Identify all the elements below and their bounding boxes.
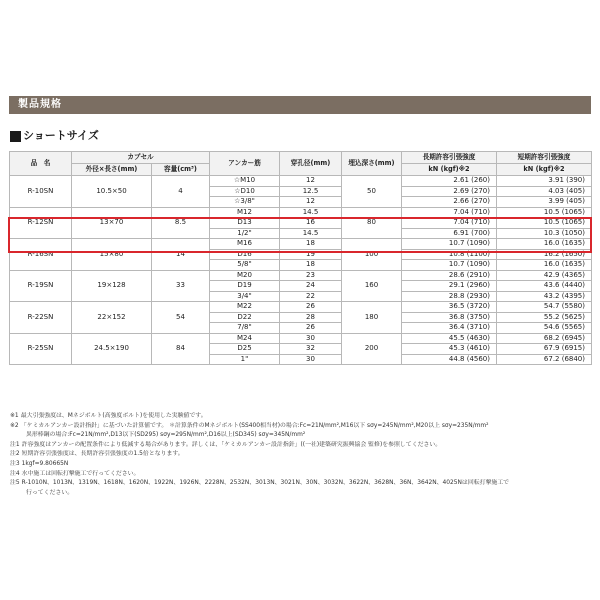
cell-short-term: 10.5 (1065) bbox=[497, 207, 592, 218]
cell-anchor: ☆3/8" bbox=[210, 197, 280, 208]
cell-short-term: 3.99 (405) bbox=[497, 197, 592, 208]
cell-hole: 26 bbox=[280, 323, 342, 334]
header-capsule: カプセル bbox=[72, 152, 210, 164]
note-mark: 注4 bbox=[10, 470, 20, 477]
cell-model: R-19SN bbox=[10, 270, 72, 302]
cell-size: 15×80 bbox=[72, 239, 152, 271]
notes bbox=[10, 412, 590, 498]
cell-short-term: 43.6 (4440) bbox=[497, 281, 592, 292]
cell-anchor: 1" bbox=[210, 354, 280, 365]
cell-long-term: 10.8 (1100) bbox=[402, 249, 497, 260]
cell-anchor: ☆M10 bbox=[210, 176, 280, 187]
note-text: 最大引張強度は、Mネジボルト(高強度ボルト)を使用した実験値です。 bbox=[20, 413, 207, 419]
cell-hole: 12 bbox=[280, 176, 342, 187]
header-anchor: アンカー筋 bbox=[210, 152, 280, 176]
cell-long-term: 36.4 (3710) bbox=[402, 323, 497, 334]
cell-depth: 100 bbox=[342, 239, 402, 271]
cell-hole: 18 bbox=[280, 239, 342, 250]
header-long-term-unit: kN (kgf)※2 bbox=[402, 164, 497, 176]
cell-long-term: 45.5 (4630) bbox=[402, 333, 497, 344]
cell-short-term: 43.2 (4395) bbox=[497, 291, 592, 302]
cell-size: 24.5×190 bbox=[72, 333, 152, 365]
cell-model: R-12SN bbox=[10, 207, 72, 239]
note-mark: 注5 bbox=[10, 480, 20, 487]
cell-long-term: 45.3 (4610) bbox=[402, 344, 497, 355]
cell-depth: 160 bbox=[342, 270, 402, 302]
cell-long-term: 44.8 (4560) bbox=[402, 354, 497, 365]
cell-short-term: 42.9 (4365) bbox=[497, 270, 592, 281]
cell-anchor: D16 bbox=[210, 249, 280, 260]
header-short-term-unit: kN (kgf)※2 bbox=[497, 164, 592, 176]
cell-long-term: 2.69 (270) bbox=[402, 186, 497, 197]
cell-anchor: ☆D10 bbox=[210, 186, 280, 197]
table-header bbox=[10, 152, 592, 176]
cell-hole: 14.5 bbox=[280, 228, 342, 239]
note-item bbox=[10, 431, 590, 441]
header-short-term: 短期許容引張強度 bbox=[497, 152, 592, 164]
cell-anchor: 1/2" bbox=[210, 228, 280, 239]
cell-size: 10.5×50 bbox=[72, 176, 152, 208]
header-depth: 埋込深さ(mm) bbox=[342, 152, 402, 176]
cell-anchor: D19 bbox=[210, 281, 280, 292]
cell-short-term: 10.3 (1050) bbox=[497, 228, 592, 239]
cell-long-term: 28.6 (2910) bbox=[402, 270, 497, 281]
cell-hole: 32 bbox=[280, 344, 342, 355]
cell-hole: 23 bbox=[280, 270, 342, 281]
note-mark: 注2 bbox=[10, 451, 20, 458]
square-bullet-icon bbox=[10, 131, 21, 142]
cell-long-term: 6.91 (700) bbox=[402, 228, 497, 239]
cell-long-term: 29.1 (2960) bbox=[402, 281, 497, 292]
cell-anchor: M16 bbox=[210, 239, 280, 250]
cell-long-term: 7.04 (710) bbox=[402, 207, 497, 218]
cell-short-term: 16.0 (1635) bbox=[497, 239, 592, 250]
cell-short-term: 67.2 (6840) bbox=[497, 354, 592, 365]
cell-long-term: 7.04 (710) bbox=[402, 218, 497, 229]
cell-hole: 24 bbox=[280, 281, 342, 292]
table-body bbox=[10, 176, 592, 365]
cell-short-term: 4.03 (405) bbox=[497, 186, 592, 197]
cell-hole: 18 bbox=[280, 260, 342, 271]
cell-size: 19×128 bbox=[72, 270, 152, 302]
cell-short-term: 16.2 (1650) bbox=[497, 249, 592, 260]
subsection-title bbox=[10, 128, 99, 144]
cell-long-term: 10.7 (1090) bbox=[402, 260, 497, 271]
cell-hole: 30 bbox=[280, 333, 342, 344]
cell-size: 13×70 bbox=[72, 207, 152, 239]
cell-hole: 26 bbox=[280, 302, 342, 313]
cell-short-term: 54.6 (5565) bbox=[497, 323, 592, 334]
cell-volume: 14 bbox=[152, 239, 210, 271]
spec-table bbox=[9, 151, 592, 365]
cell-short-term: 55.2 (5625) bbox=[497, 312, 592, 323]
note-text: 「ケミカルアンカー設計指針」に基づいた計算値です。 ＊計算条件のMネジボルト(SS400相当材)の場合:Fc=21N/mm²,M16以下 sσy=245N/mm²,M20以上 sσy=235N/mm² bbox=[20, 422, 489, 429]
table-row bbox=[10, 207, 592, 218]
cell-hole: 14.5 bbox=[280, 207, 342, 218]
cell-hole: 28 bbox=[280, 312, 342, 323]
note-mark: 注3 bbox=[10, 460, 20, 467]
note-text: 異形棒鋼の場合:Fc=21N/mm²,D13以下(SD295) sσy=295N/mm²,D16以上(SD345) sσy=345N/mm² bbox=[26, 432, 306, 439]
cell-hole: 12.5 bbox=[280, 186, 342, 197]
cell-short-term: 67.9 (6915) bbox=[497, 344, 592, 355]
cell-short-term: 54.7 (5580) bbox=[497, 302, 592, 313]
cell-hole: 19 bbox=[280, 249, 342, 260]
cell-model: R-16SN bbox=[10, 239, 72, 271]
cell-anchor: D22 bbox=[210, 312, 280, 323]
cell-anchor: 7/8" bbox=[210, 323, 280, 334]
cell-anchor: 3/4" bbox=[210, 291, 280, 302]
cell-anchor: M12 bbox=[210, 207, 280, 218]
note-item bbox=[10, 489, 590, 499]
cell-anchor: D13 bbox=[210, 218, 280, 229]
note-item bbox=[10, 460, 590, 470]
cell-model: R-25SN bbox=[10, 333, 72, 365]
cell-hole: 12 bbox=[280, 197, 342, 208]
cell-short-term: 68.2 (6945) bbox=[497, 333, 592, 344]
cell-long-term: 36.5 (3720) bbox=[402, 302, 497, 313]
cell-short-term: 16.0 (1635) bbox=[497, 260, 592, 271]
section-title: 製品規格 bbox=[18, 99, 62, 110]
cell-anchor: 5/8" bbox=[210, 260, 280, 271]
cell-depth: 80 bbox=[342, 207, 402, 239]
note-text: 1kgf=9.80665N bbox=[21, 460, 69, 467]
table-row bbox=[10, 176, 592, 187]
cell-size: 22×152 bbox=[72, 302, 152, 334]
cell-volume: 33 bbox=[152, 270, 210, 302]
cell-hole: 30 bbox=[280, 354, 342, 365]
note-text: 行ってください。 bbox=[26, 489, 74, 496]
cell-long-term: 36.8 (3750) bbox=[402, 312, 497, 323]
note-text: R-1010N、1013N、1319N、1618N、1620N、1922N、1926N、2228N、2532N、3013N、3021N、30N、3032N、3622N、3628N、36N、3642N、4025Nは回転打撃施工で bbox=[21, 480, 510, 487]
header-size: 外径×長さ(mm) bbox=[72, 164, 152, 176]
cell-anchor: M24 bbox=[210, 333, 280, 344]
cell-hole: 16 bbox=[280, 218, 342, 229]
note-mark bbox=[10, 489, 24, 499]
cell-anchor: M20 bbox=[210, 270, 280, 281]
header-long-term: 長期許容引張強度 bbox=[402, 152, 497, 164]
cell-depth: 180 bbox=[342, 302, 402, 334]
note-text: 許容強度はアンカーの配置条件により低減する場合があります。詳しくは、「ケミカルアンカー設計指針」((一社)建築研究振興協会 監修)を参照してください。 bbox=[21, 441, 442, 448]
cell-volume: 54 bbox=[152, 302, 210, 334]
cell-long-term: 2.61 (260) bbox=[402, 176, 497, 187]
header-volume: 容量(cm³) bbox=[152, 164, 210, 176]
cell-volume: 8.5 bbox=[152, 207, 210, 239]
cell-anchor: M22 bbox=[210, 302, 280, 313]
cell-model: R-10SN bbox=[10, 176, 72, 208]
note-item bbox=[10, 479, 590, 489]
note-item bbox=[10, 450, 590, 460]
cell-anchor: D25 bbox=[210, 344, 280, 355]
note-text: 短期許容引張強度は、長期許容引張強度の1.5倍となります。 bbox=[21, 451, 184, 458]
table-row bbox=[10, 333, 592, 344]
header-hole: 穿孔径(mm) bbox=[280, 152, 342, 176]
table-row bbox=[10, 270, 592, 281]
note-item bbox=[10, 470, 590, 480]
cell-volume: 84 bbox=[152, 333, 210, 365]
note-mark bbox=[10, 431, 24, 441]
header-model: 品 名 bbox=[10, 152, 72, 176]
cell-hole: 22 bbox=[280, 291, 342, 302]
note-item bbox=[10, 441, 590, 451]
cell-long-term: 2.66 (270) bbox=[402, 197, 497, 208]
cell-short-term: 10.5 (1065) bbox=[497, 218, 592, 229]
section-title-bar bbox=[9, 96, 591, 114]
cell-long-term: 10.7 (1090) bbox=[402, 239, 497, 250]
note-item bbox=[10, 422, 590, 432]
note-item bbox=[10, 412, 590, 422]
cell-depth: 200 bbox=[342, 333, 402, 365]
note-text: 水中施工は回転打撃施工で行ってください。 bbox=[21, 470, 140, 477]
note-mark: ※2 bbox=[10, 422, 19, 429]
cell-volume: 4 bbox=[152, 176, 210, 208]
table-row bbox=[10, 302, 592, 313]
cell-depth: 50 bbox=[342, 176, 402, 208]
cell-short-term: 3.91 (390) bbox=[497, 176, 592, 187]
table-row bbox=[10, 239, 592, 250]
cell-long-term: 28.8 (2930) bbox=[402, 291, 497, 302]
cell-model: R-22SN bbox=[10, 302, 72, 334]
subsection-title-text: ショートサイズ bbox=[23, 129, 99, 142]
note-mark: 注1 bbox=[10, 441, 20, 448]
note-mark: ※1 bbox=[10, 413, 19, 419]
